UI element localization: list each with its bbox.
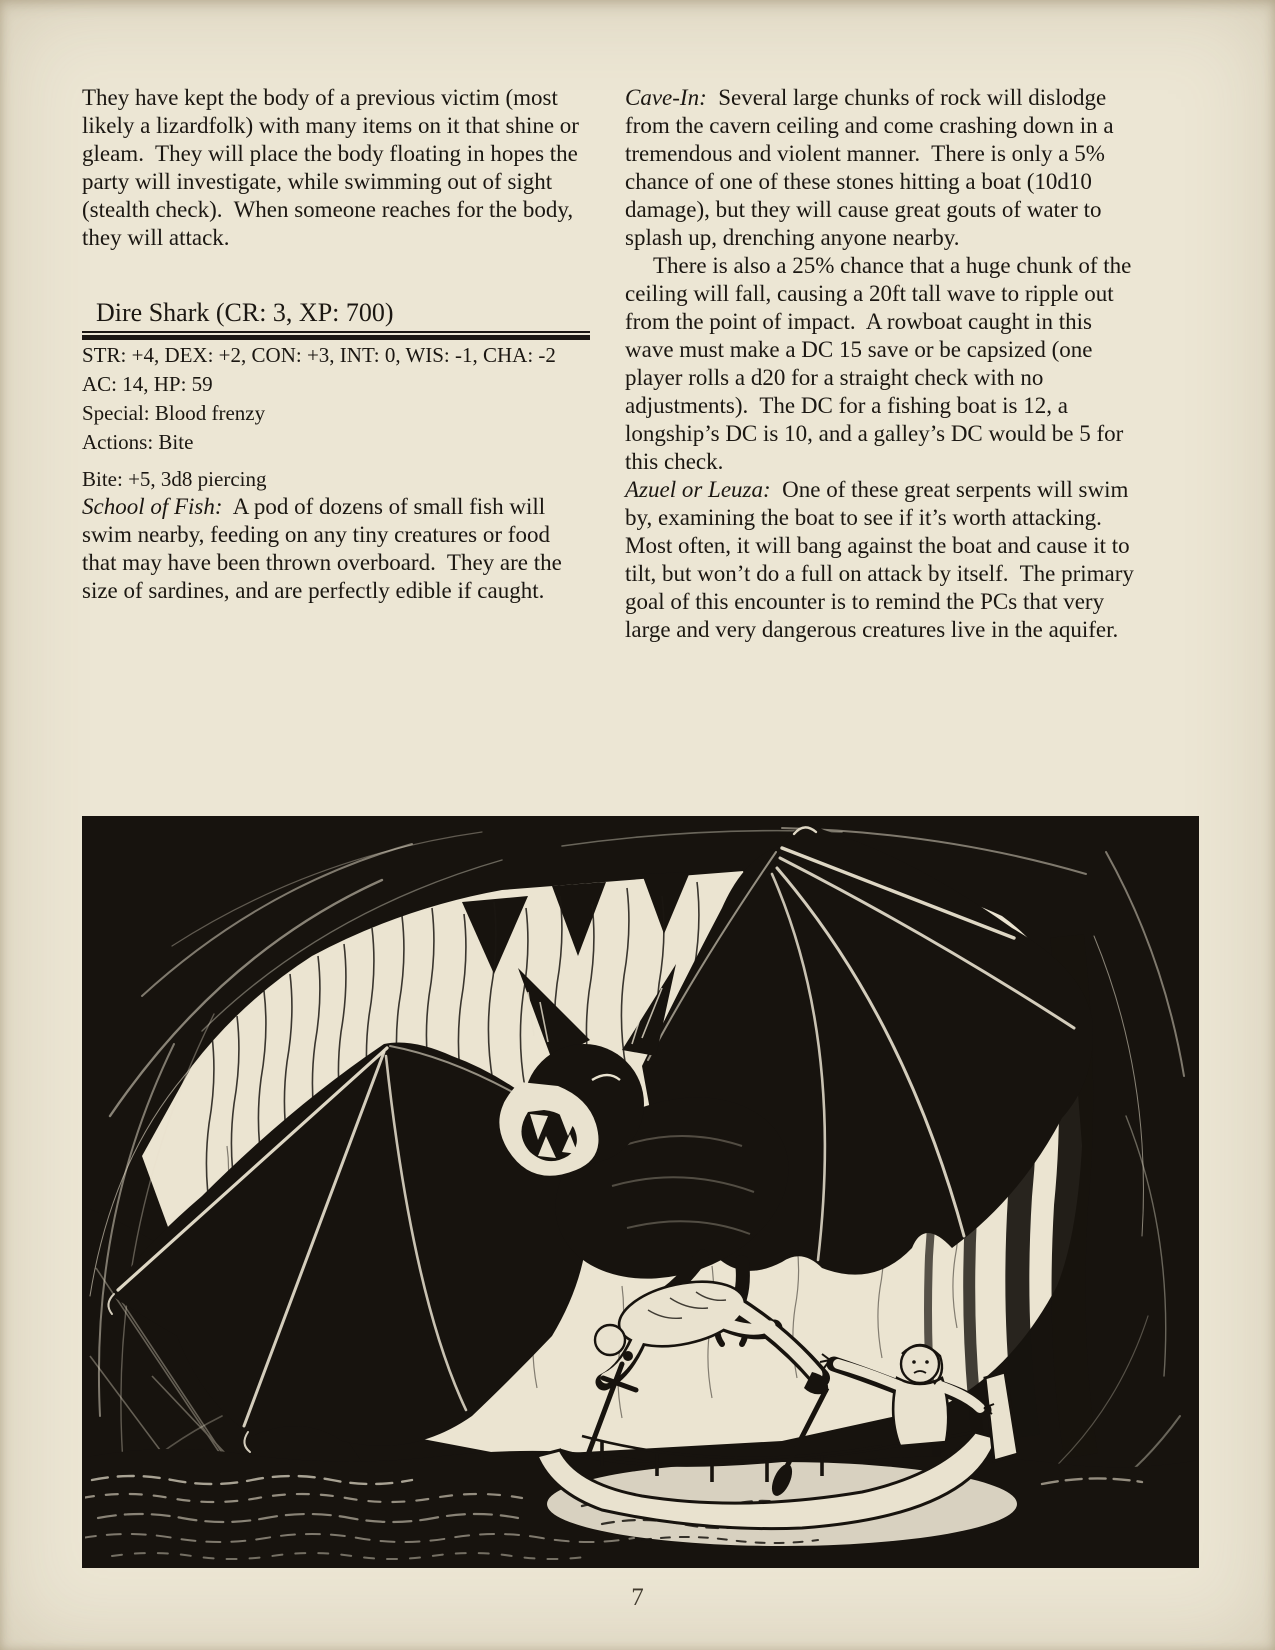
azuel-lead: Azuel or Leuza: [625, 477, 771, 502]
paragraph-cave-in-2: There is also a 25% chance that a huge chunk of the ceiling will fall, causing a 20ft tall wave to ripple out from the point of impact. A rowboat caught in this wave must make a DC 15 save or be capsized (one player rolls a d20 for a straight check with no adjustments). The DC for a fishing boat is 12, a longship’s DC is 10, and a galley’s DC would be 5 for this check. [625, 253, 1138, 474]
paragraph-school-of-fish [82, 493, 590, 605]
paragraph-ambush: They have kept the body of a previous victim (most likely a lizardfolk) with many items on it that shine or gleam. They will place the body floating in hopes the party will investigate, while swimming out of sight (stealth check). When someone reaches for the body, they will attack. [82, 85, 585, 250]
statblock-dire-shark [82, 298, 590, 493]
statblock-actions: Actions: Bite [82, 430, 194, 454]
paragraph-cave-in [625, 84, 1141, 252]
azuel-body: One of these great serpents will swim by, examining the boat to see if it’s worth attacking. Most often, it will bang against the boat and cause it to tilt, but won’t do a full on attack by itself. The primary goal of this encounter is to remind the PCs that very large and very dangerous creatures live in the aquifer. [625, 477, 1140, 642]
cave-in-lead: Cave-In: [625, 85, 707, 110]
page-number: 7 [631, 1584, 644, 1611]
right-column [625, 84, 1141, 644]
statblock-abilities: STR: +4, DEX: +2, CON: +3, INT: 0, WIS: -1, CHA: -2 [82, 343, 556, 367]
left-column [82, 84, 590, 605]
cave-bat-illustration [82, 816, 1199, 1568]
school-of-fish-body: A pod of dozens of small fish will swim nearby, feeding on any tiny creatures or food that may have been thrown overboard. They are the size of sardines, and are perfectly edible if caught. [82, 494, 568, 603]
statblock-defenses: AC: 14, HP: 59 [82, 372, 213, 396]
cave-in-body: Several large chunks of rock will dislodge from the cavern ceiling and come crashing down in a tremendous and violent manner. There is only a 5% chance of one of these stones hitting a boat (10d10 damage), but they will cause great gouts of water to splash up, drenching anyone nearby. [625, 85, 1120, 250]
school-of-fish-lead: School of Fish: [82, 494, 223, 519]
statblock-title: Dire Shark (CR: 3, XP: 700) [82, 298, 590, 333]
paragraph-azuel-or-leuza [625, 476, 1141, 644]
statblock-attack: Bite: +5, 3d8 piercing [82, 467, 267, 491]
statblock-special: Special: Blood frenzy [82, 401, 266, 425]
